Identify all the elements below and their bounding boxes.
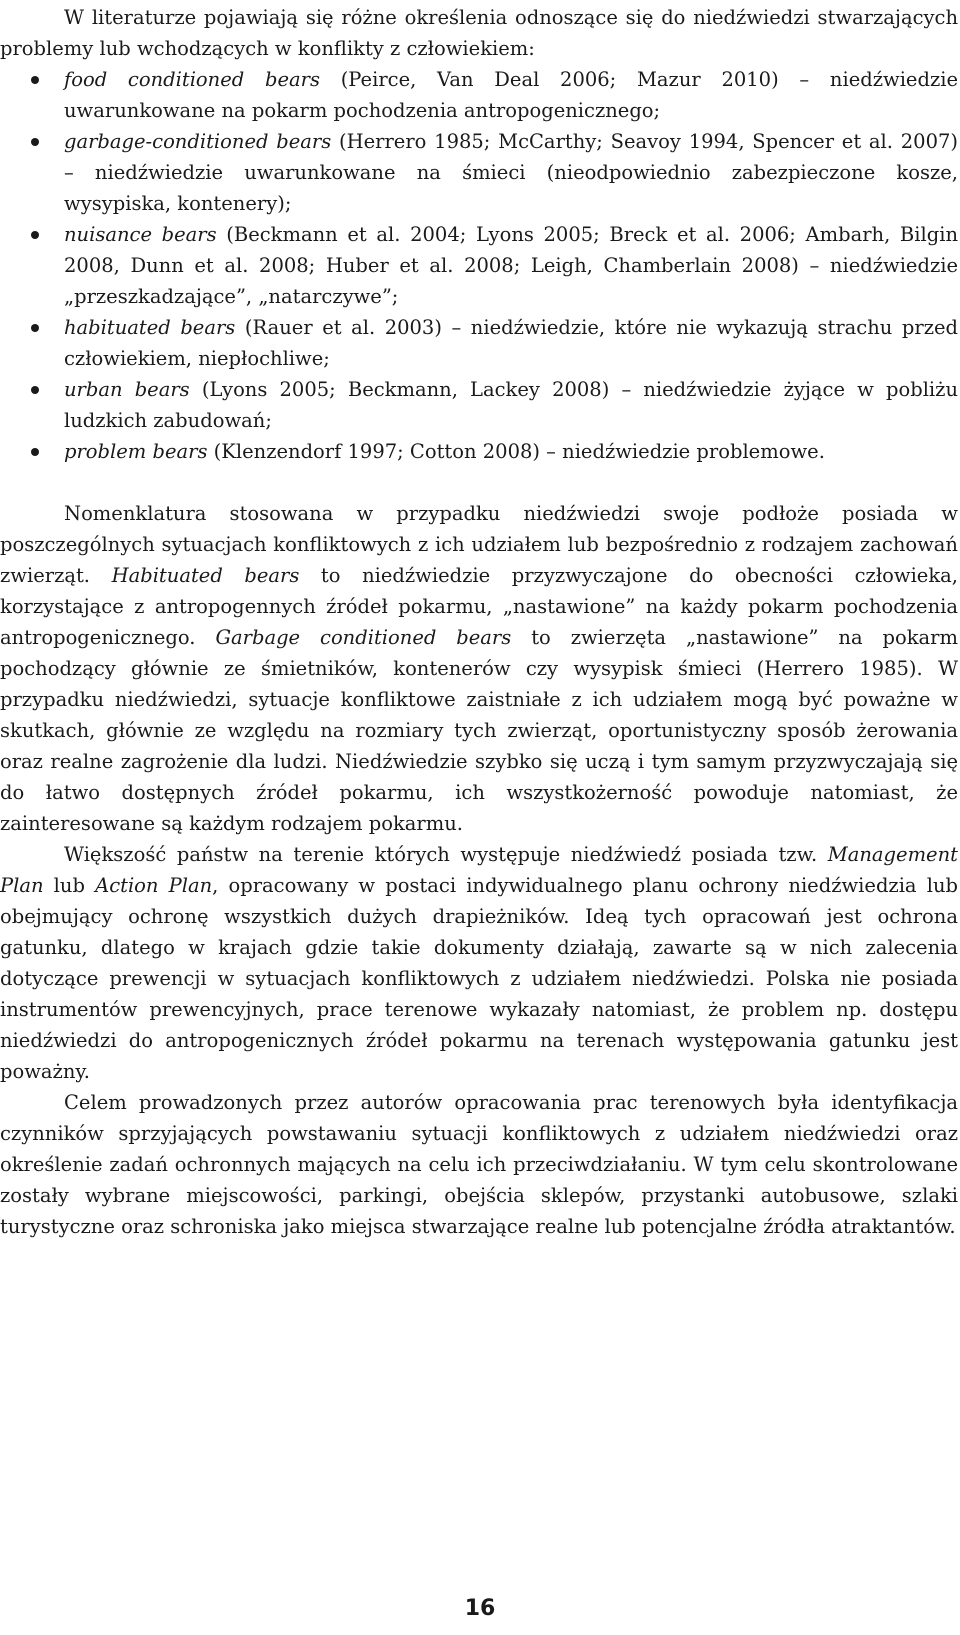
management-plan-paragraph [0, 839, 958, 1087]
term-description: (Klenzendorf 1997; Cotton 2008) – niedźwiedzie problemowe. [207, 440, 825, 463]
term-description: (Beckmann et al. 2004; Lyons 2005; Breck et al. 2006; Ambarh, Bilgin 2008, Dunn et al. 2008; Huber et al. 2008; Leigh, Chamberlain 2008) – niedźwiedzie „przeszkadzające”, „natarczywe”; [64, 223, 958, 308]
term-description: (Lyons 2005; Beckmann, Lackey 2008) – niedźwiedzie żyjące w pobliżu ludzkich zabudowań; [64, 378, 959, 432]
paragraph-text: Większość państw na terenie których występuje niedźwiedź posiada tzw. [64, 843, 828, 866]
paragraph-text: lub [43, 874, 96, 897]
list-item [64, 374, 958, 436]
intro-paragraph: W literaturze pojawiają się różne określenia odnoszące się do niedźwiedzi stwarzających problemy lub wchodzących w konflikty z człowiekiem: [0, 6, 958, 60]
bear-terms-list [0, 64, 958, 467]
list-item [64, 312, 958, 374]
list-item [64, 64, 958, 126]
italic-term: Management Plan [0, 843, 958, 897]
page-number: 16 [464, 1596, 496, 1621]
term-italic: problem bears [64, 440, 208, 463]
paragraph-text: to zwierzęta „nastawione” na pokarm pochodzący głównie ze śmietników, kontenerów czy wysypisk śmieci (Herrero 1985). W przypadku niedźwiedzi, sytuacje konfliktowe zaistniałe z ich udziałem mogą być poważne w skutkach, głównie ze względu na rozmiary tych zwierząt, oportunistyczny sposób żerowania oraz realne zagrożenie dla ludzi. Niedźwiedzie szybko się uczą i tym samym przyzwyczajają się do łatwo dostępnych źródeł pokarmu, ich wszystkożerność powoduje natomiast, że zainteresowane są każdym rodzajem pokarmu. [0, 626, 958, 835]
term-description: (Herrero 1985; McCarthy; Seavoy 1994, Spencer et al. 2007) – niedźwiedzie uwarunkowane na śmieci (nieodpowiednio zabezpieczone kosze, wysypiska, kontenery); [64, 130, 958, 215]
term-italic: habituated bears [64, 316, 236, 339]
italic-term: Garbage conditioned bears [215, 626, 512, 649]
term-description: (Rauer et al. 2003) – niedźwiedzie, które nie wykazują strachu przed człowiekiem, niepłochliwe; [64, 316, 958, 370]
fieldwork-paragraph: Celem prowadzonych przez autorów opracowania prac terenowych była identyfikacja czynników sprzyjających powstawaniu sytuacji konfliktowych z udziałem niedźwiedzi oraz określenie zadań ochronnych mających na celu ich przeciwdziałaniu. W tym celu skontrolowane zostały wybrane miejscowości, parkingi, obejścia sklepów, przystanki autobusowe, szlaki turystyczne oraz schroniska jako miejsca stwarzające realne lub potencjalne źródła atraktantów. [0, 1091, 958, 1238]
paragraph-text: to niedźwiedzie przyzwyczajone do obecności człowieka, korzystające z antropogennych źródeł pokarmu, „nastawione” na każdy pokarm pochodzenia antropogenicznego. [0, 564, 958, 649]
term-italic: urban bears [64, 378, 190, 401]
list-item [64, 436, 958, 467]
list-item [64, 219, 958, 312]
paragraph-spacer [0, 467, 958, 498]
nomenclature-paragraph [0, 498, 958, 839]
term-description: (Peirce, Van Deal 2006; Mazur 2010) – niedźwiedzie uwarunkowane na pokarm pochodzenia antropogenicznego; [64, 68, 958, 122]
italic-term: Action Plan [95, 874, 213, 897]
italic-term: Habituated bears [111, 564, 300, 587]
paragraph-text: , opracowany w postaci indywidualnego planu ochrony niedźwiedzia lub obejmujący ochronę wszystkich dużych drapieżników. Ideą tych opracowań jest ochrona gatunku, dlatego w krajach gdzie takie dokumenty działają, zawarte są w nich zalecenia dotyczące prewencji w sytuacjach konfliktowych z udziałem niedźwiedzi. Polska nie posiada instrumentów prewencyjnych, prace terenowe wykazały natomiast, że problem np. dostępu niedźwiedzi do antropogenicznych źródeł pokarmu na terenach występowania gatunku jest poważny. [0, 874, 958, 1083]
paragraph-text: Nomenklatura stosowana w przypadku niedźwiedzi swoje podłoże posiada w poszczególnych sytuacjach konfliktowych z ich udziałem lub bezpośrednio z rodzajem zachowań zwierząt. [0, 502, 958, 587]
list-item [64, 126, 958, 219]
term-italic: nuisance bears [64, 223, 217, 246]
term-italic: food conditioned bears [64, 68, 320, 91]
term-italic: garbage-conditioned bears [64, 130, 332, 153]
